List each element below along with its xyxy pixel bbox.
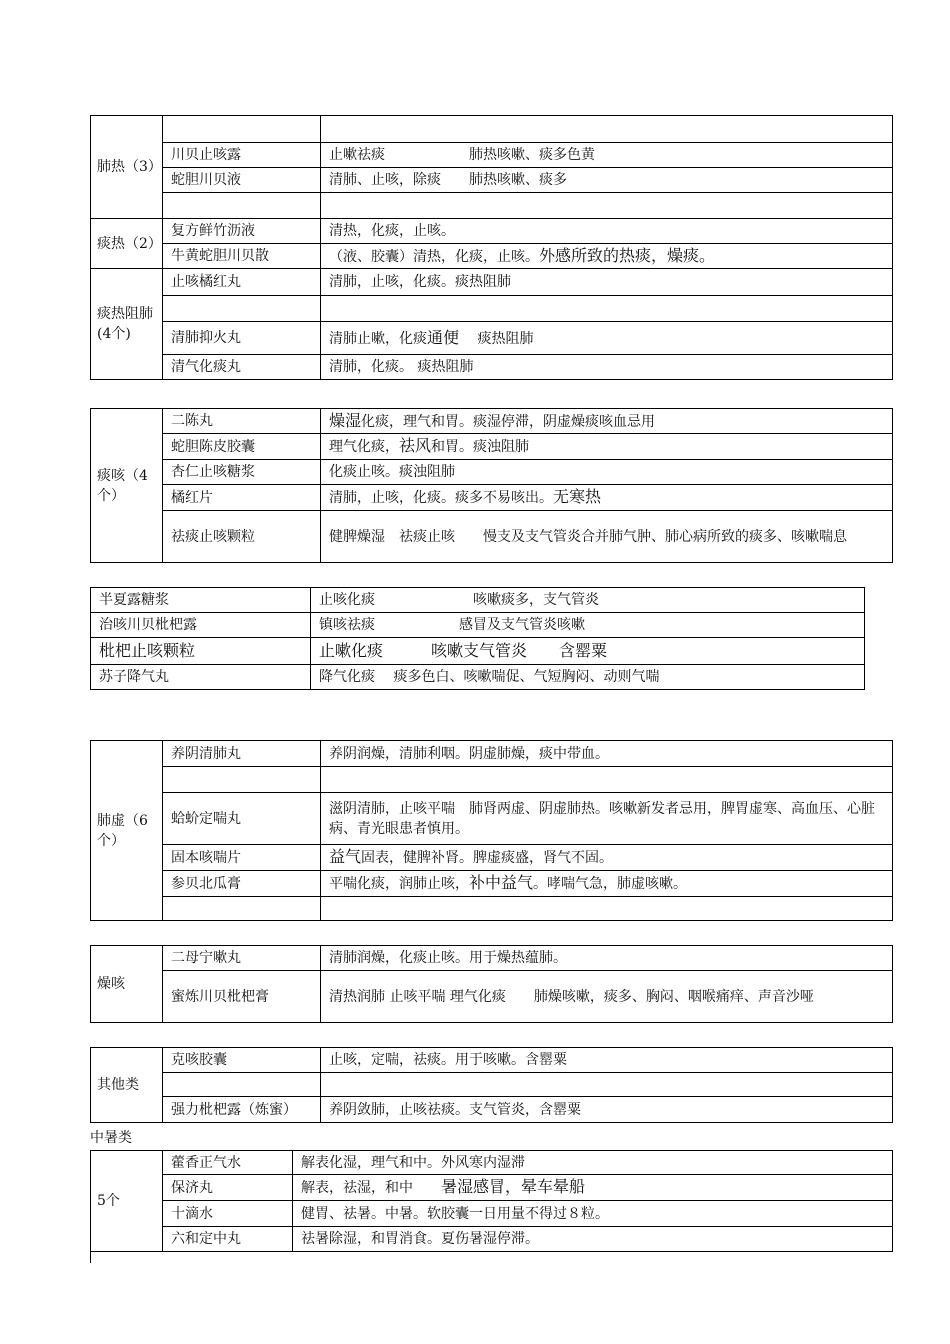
desc-emphasis: 暑湿感冒，晕车晕船 — [441, 1177, 586, 1196]
table-row — [91, 193, 893, 219]
medicine-desc — [321, 871, 893, 897]
desc-text: 清肺，止咳，化痰。痰多不易咳出。 — [329, 490, 553, 506]
medicine-desc — [321, 845, 893, 871]
desc-text: 化痰止咳。痰浊阻肺 — [329, 464, 455, 480]
table-row — [91, 1151, 893, 1175]
medicine-name: 复方鲜竹沥液 — [163, 219, 321, 244]
table-row — [91, 434, 893, 460]
desc-text: 清肺止嗽，化痰 — [329, 330, 427, 347]
medicine-name: 杏仁止咳糖浆 — [163, 460, 321, 485]
table-row — [91, 1073, 893, 1097]
table-row — [91, 460, 893, 485]
table-row — [91, 946, 893, 971]
desc-emphasis: 祛风 — [399, 436, 432, 455]
medicine-name: 清气化痰丸 — [163, 355, 321, 380]
medicine-desc: 镇咳祛痰 感冒及支气管炎咳嗽 — [311, 613, 865, 638]
medicine-desc — [321, 193, 893, 219]
medicine-name — [163, 897, 321, 921]
table-dry-cough — [90, 945, 893, 1023]
table-cough-misc — [90, 587, 865, 690]
table-other — [90, 1047, 893, 1123]
medicine-name — [163, 767, 321, 793]
table-row — [91, 244, 893, 269]
desc-text: 理气化痰， — [329, 439, 399, 455]
desc-emphasis: 外感所致的热痰，燥痰。 — [539, 245, 716, 265]
medicine-name: 强力枇杷露（炼蜜） — [163, 1097, 321, 1123]
medicine-desc: 健脾燥湿 祛痰止咳 慢支及支气管炎合并肺气肿、肺心病所致的痰多、咳嗽喘息 — [321, 511, 893, 563]
table-continuation-line — [90, 1251, 91, 1263]
medicine-name: 克咳胶囊 — [163, 1048, 321, 1073]
medicine-name — [163, 193, 321, 219]
category-cell: 肺虚（6个） — [91, 741, 163, 921]
table-row — [91, 1097, 893, 1123]
category-cell: 痰咳（4个） — [91, 409, 163, 563]
medicine-desc: 止咳，定喘，祛痰。用于咳嗽。含罂粟 — [321, 1048, 893, 1073]
desc-text: 和胃。痰浊阻肺 — [431, 439, 530, 455]
medicine-name — [163, 116, 321, 143]
medicine-name: 治咳川贝枇杷露 — [91, 613, 311, 638]
desc-emphasis: 燥湿 — [329, 410, 362, 430]
medicine-desc: 祛暑除湿，和胃消食。夏伤暑湿停滞。 — [293, 1227, 893, 1252]
table-lung-deficiency — [90, 740, 893, 921]
table-row — [91, 511, 893, 563]
medicine-desc — [321, 485, 893, 511]
category-cell: 肺热（3） — [91, 116, 163, 219]
medicine-desc: 清肺，止咳，化痰。痰热阻肺 — [321, 269, 893, 296]
table-row — [91, 897, 893, 921]
medicine-name: 六和定中丸 — [163, 1227, 293, 1252]
medicine-desc: 滋阴清肺，止咳平喘 肺肾两虚、阴虚肺热。咳嗽新发者忌用，脾胃虚寒、高血压、心脏病、青光眼患者慎用。 — [321, 793, 893, 845]
medicine-desc: 清热，化痰，止咳。 — [321, 219, 893, 244]
medicine-desc: 清肺，化痰。 痰热阻肺 — [321, 355, 893, 380]
table-row — [91, 845, 893, 871]
category-cell: 痰热（2） — [91, 219, 163, 269]
desc-text: 固表，健脾补肾。脾虚痰盛，肾气不固。 — [361, 850, 614, 866]
medicine-desc — [321, 322, 893, 355]
medicine-desc: 养阴敛肺，止咳祛痰。支气管炎，含罂粟 — [321, 1097, 893, 1123]
category-cell: 燥咳 — [91, 946, 163, 1023]
medicine-desc — [321, 244, 893, 269]
table-row — [91, 665, 865, 690]
medicine-desc — [321, 434, 893, 460]
medicine-desc — [321, 409, 893, 434]
table-row — [91, 871, 893, 897]
table-row — [91, 296, 893, 322]
table-phlegm-cough — [90, 408, 893, 563]
medicine-desc: 健胃、祛暑。中暑。软胶囊一日用量不得过８粒。 — [293, 1201, 893, 1227]
table-row — [91, 1048, 893, 1073]
category-cell: 5个 — [91, 1151, 163, 1252]
category-cell: 其他类 — [91, 1048, 163, 1123]
table-row — [91, 793, 893, 845]
medicine-name: 藿香正气水 — [163, 1151, 293, 1175]
table-row — [91, 971, 893, 1023]
table-row — [91, 613, 865, 638]
desc-text: 解表，祛湿，和中 — [301, 1180, 441, 1196]
table-row — [91, 355, 893, 380]
medicine-desc: 降气化痰 痰多色白、咳嗽喘促、气短胸闷、动则气喘 — [311, 665, 865, 690]
medicine-desc: 解表化湿，理气和中。外风寒内湿滞 — [293, 1151, 893, 1175]
medicine-name — [163, 1073, 321, 1097]
table-row — [91, 1227, 893, 1252]
table-row — [91, 116, 893, 143]
desc-text: 化痰，理气和胃。痰湿停滞，阴虚燥痰咳血忌用 — [361, 413, 656, 430]
medicine-name: 蛤蚧定喘丸 — [163, 793, 321, 845]
medicine-name — [163, 296, 321, 322]
medicine-desc: 止嗽祛痰 肺热咳嗽、痰多色黄 — [321, 143, 893, 168]
table-row — [91, 168, 893, 193]
table-row — [91, 409, 893, 434]
medicine-name: 清肺抑火丸 — [163, 322, 321, 355]
table-row — [91, 269, 893, 296]
medicine-desc — [321, 767, 893, 793]
medicine-desc — [321, 897, 893, 921]
table-row — [91, 219, 893, 244]
medicine-name: 苏子降气丸 — [91, 665, 311, 690]
medicine-desc — [321, 1073, 893, 1097]
table-row — [91, 588, 865, 613]
table-row — [91, 741, 893, 767]
table-row — [91, 322, 893, 355]
medicine-name: 二陈丸 — [163, 409, 321, 434]
medicine-desc — [321, 296, 893, 322]
desc-emphasis: 通便 — [427, 327, 460, 347]
table-row — [91, 485, 893, 511]
desc-text: 。哮喘气急，肺虚咳嗽。 — [533, 876, 688, 892]
medicine-desc: 清肺、止咳，除痰 肺热咳嗽、痰多 — [321, 168, 893, 193]
medicine-desc — [293, 1175, 893, 1201]
medicine-name: 止咳橘红丸 — [163, 269, 321, 296]
desc-emphasis: 补中益气 — [469, 873, 534, 892]
desc-emphasis: 益气 — [329, 847, 362, 866]
table-row — [91, 143, 893, 168]
desc-text: （液、胶囊）清热，化痰，止咳。 — [329, 248, 539, 265]
medicine-name: 十滴水 — [163, 1201, 293, 1227]
medicine-name: 蜜炼川贝枇杷膏 — [163, 971, 321, 1023]
desc-text: 痰热阻肺 — [459, 330, 534, 347]
table-row — [91, 767, 893, 793]
medicine-name: 蛇胆陈皮胶囊 — [163, 434, 321, 460]
medicine-desc: 清肺润燥，化痰止咳。用于燥热蕴肺。 — [321, 946, 893, 971]
medicine-name: 橘红片 — [163, 485, 321, 511]
medicine-name: 参贝北瓜膏 — [163, 871, 321, 897]
medicine-name: 川贝止咳露 — [163, 143, 321, 168]
medicine-desc: 清热润肺 止咳平喘 理气化痰 肺燥咳嗽，痰多、胸闷、咽喉痛痒、声音沙哑 — [321, 971, 893, 1023]
medicine-desc: 止咳化痰 咳嗽痰多，支气管炎 — [311, 588, 865, 613]
category-cell: 痰热阻肺(4个) — [91, 269, 163, 380]
medicine-name: 固本咳喘片 — [163, 845, 321, 871]
medicine-name: 枇杷止咳颗粒 — [91, 638, 311, 665]
table-row — [91, 1175, 893, 1201]
medicine-name: 保济丸 — [163, 1175, 293, 1201]
medicine-name: 半夏露糖浆 — [91, 588, 311, 613]
desc-text: 平喘化痰，润肺止咳， — [329, 876, 469, 892]
table-row — [91, 1201, 893, 1227]
desc-emphasis: 无寒热 — [553, 487, 602, 506]
medicine-name: 二母宁嗽丸 — [163, 946, 321, 971]
medicine-name: 牛黄蛇胆川贝散 — [163, 244, 321, 269]
medicine-desc: 养阴润燥，清肺利咽。阴虚肺燥，痰中带血。 — [321, 741, 893, 767]
medicine-name: 养阴清肺丸 — [163, 741, 321, 767]
section-title: 中暑类 — [90, 1130, 132, 1146]
table-lung-heat — [90, 115, 893, 380]
table-row — [91, 638, 865, 665]
medicine-desc — [321, 116, 893, 143]
table-heatstroke — [90, 1150, 893, 1252]
medicine-name: 祛痰止咳颗粒 — [163, 511, 321, 563]
medicine-desc — [321, 460, 893, 485]
medicine-name: 蛇胆川贝液 — [163, 168, 321, 193]
medicine-desc: 止嗽化痰 咳嗽支气管炎 含罂粟 — [311, 638, 865, 665]
